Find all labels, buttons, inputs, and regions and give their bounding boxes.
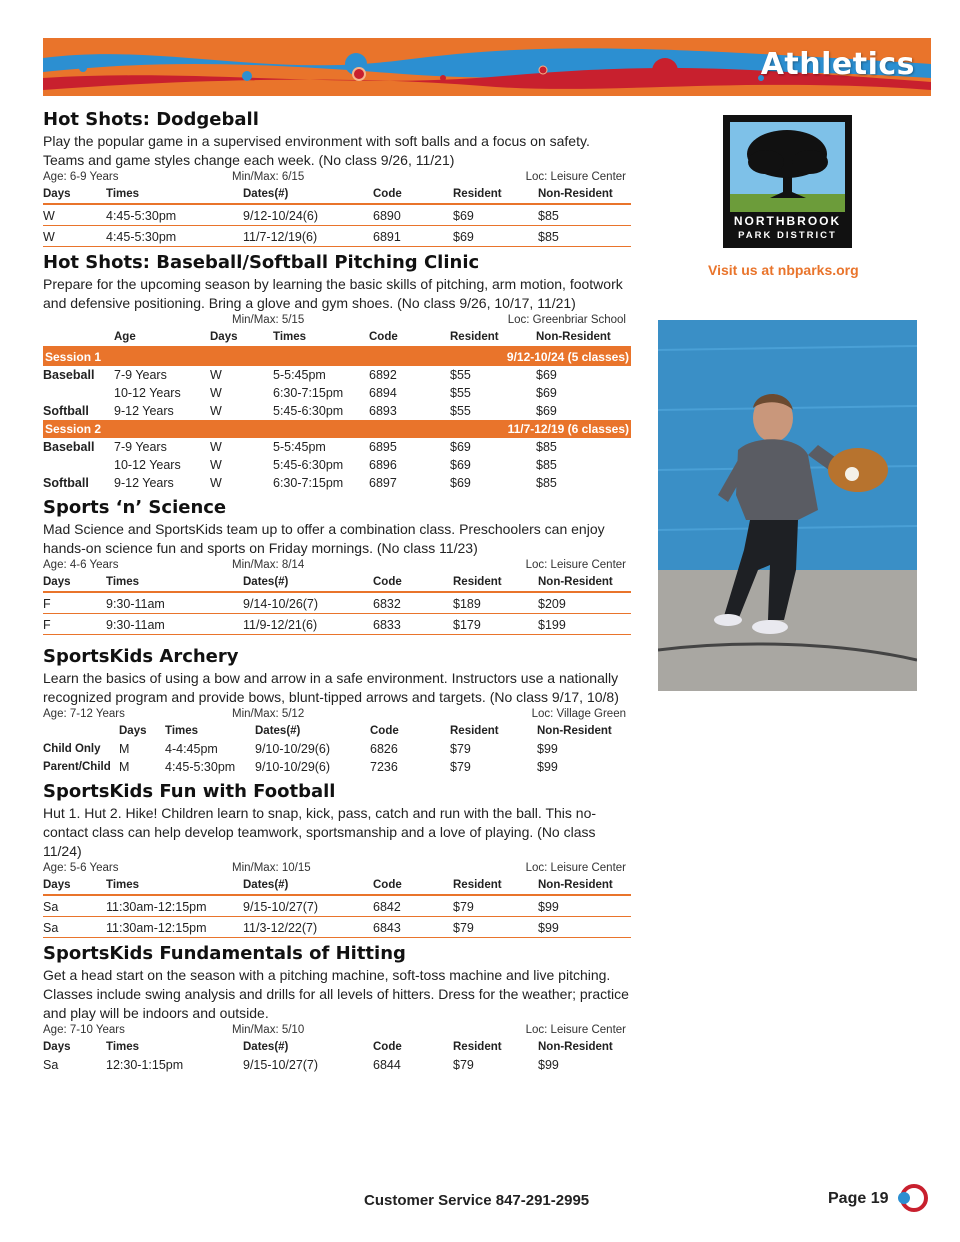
cell: $69 bbox=[536, 386, 557, 400]
column-header: Dates(#) bbox=[243, 187, 373, 204]
cell: $69 bbox=[453, 226, 538, 247]
location-label: Loc: Leisure Center bbox=[525, 171, 626, 183]
section-title: SportsKids Fundamentals of Hitting bbox=[43, 943, 406, 964]
cell: 6833 bbox=[373, 614, 453, 635]
cell: Parent/Child bbox=[43, 761, 111, 773]
cell: 9/10-10/29(6) bbox=[255, 760, 331, 774]
cell: 6844 bbox=[373, 1058, 401, 1072]
table-row bbox=[43, 226, 631, 247]
minmax-label: Min/Max: 5/12 bbox=[232, 708, 305, 720]
section-meta bbox=[43, 314, 631, 330]
section-archery bbox=[43, 645, 631, 776]
section-meta bbox=[43, 559, 631, 575]
table-row bbox=[43, 402, 631, 420]
cell: 9/15-10/27(7) bbox=[243, 895, 373, 917]
section-sports-n-science bbox=[43, 496, 631, 635]
table-row bbox=[43, 917, 631, 938]
session-dates: 11/7-12/19 (6 classes) bbox=[369, 420, 631, 438]
section-description: Prepare for the upcoming season by learning the basic skills of pitching, arm motion, footwork and defensive positioning. Bring a glove and gym shoes. (No class 9/26, 10/17, 11/21) bbox=[43, 276, 623, 311]
cell: Baseball bbox=[43, 440, 95, 454]
table-header bbox=[43, 878, 631, 895]
cell: Child Only bbox=[43, 743, 101, 755]
cell: 11:30am-12:15pm bbox=[106, 917, 243, 938]
cell: 6895 bbox=[369, 440, 397, 454]
column-header: Times bbox=[106, 878, 243, 895]
cell: Sa bbox=[43, 1058, 59, 1072]
table-row bbox=[43, 758, 631, 776]
age-label: Age: 5-6 Years bbox=[43, 862, 119, 874]
cell: 10-12 Years bbox=[114, 458, 181, 472]
cell: $79 bbox=[453, 895, 538, 917]
section-title: Sports ‘n’ Science bbox=[43, 497, 227, 518]
location-label: Loc: Leisure Center bbox=[525, 559, 626, 571]
cell: W bbox=[210, 476, 222, 490]
cell: $69 bbox=[536, 368, 557, 382]
cell: $99 bbox=[537, 760, 558, 774]
schedule-table bbox=[43, 575, 631, 635]
age-label: Age: 6-9 Years bbox=[43, 171, 119, 183]
banner-title: Athletics bbox=[760, 47, 915, 82]
cell: $55 bbox=[450, 386, 471, 400]
column-header: Non-Resident bbox=[536, 330, 631, 347]
table-row bbox=[43, 895, 631, 917]
column-header: Times bbox=[106, 187, 243, 204]
column-header: Resident bbox=[453, 1041, 502, 1053]
schedule-table bbox=[43, 330, 631, 492]
cell: W bbox=[210, 458, 222, 472]
cell: $99 bbox=[538, 917, 631, 938]
column-header: Dates(#) bbox=[243, 878, 373, 895]
cell: 9/12-10/24(6) bbox=[243, 204, 373, 226]
table-header bbox=[43, 187, 631, 204]
cell: $55 bbox=[450, 368, 471, 382]
table-row bbox=[43, 456, 631, 474]
cell: $85 bbox=[536, 458, 557, 472]
age-label: Age: 4-6 Years bbox=[43, 559, 119, 571]
cell: W bbox=[210, 386, 222, 400]
cell: $69 bbox=[450, 440, 471, 454]
logo-line-2: PARK DISTRICT bbox=[738, 230, 837, 241]
cell: 6894 bbox=[369, 386, 397, 400]
minmax-label: Min/Max: 5/15 bbox=[232, 314, 305, 326]
location-label: Loc: Leisure Center bbox=[525, 862, 626, 874]
cell: $189 bbox=[453, 592, 538, 614]
cell: M bbox=[119, 742, 130, 756]
minmax-label: Min/Max: 5/10 bbox=[232, 1024, 305, 1036]
cell: Baseball bbox=[43, 368, 95, 382]
section-description: Learn the basics of using a bow and arrow in a safe environment. Instructors use a nationally recognized program and provide bows, blunt-tipped arrows and targets. (No class 9/17, 10/8) bbox=[43, 670, 619, 705]
cell: W bbox=[43, 226, 106, 247]
photo-boy-with-glove bbox=[658, 320, 917, 691]
cell: 4:45-5:30pm bbox=[106, 204, 243, 226]
column-header: Non-Resident bbox=[538, 1041, 613, 1053]
location-label: Loc: Leisure Center bbox=[525, 1024, 626, 1036]
location-label: Loc: Village Green bbox=[531, 708, 626, 720]
header-banner bbox=[43, 38, 931, 96]
column-header: Days bbox=[210, 330, 273, 347]
cell: $79 bbox=[453, 917, 538, 938]
cell: 9/10-10/29(6) bbox=[255, 742, 331, 756]
cell: 9-12 Years bbox=[114, 404, 174, 418]
cell: 11/3-12/22(7) bbox=[243, 917, 373, 938]
section-fun-with-football bbox=[43, 780, 631, 938]
cell: 4:45-5:30pm bbox=[106, 226, 243, 247]
table-header bbox=[43, 575, 631, 592]
column-header: Resident bbox=[453, 187, 538, 204]
cell: Softball bbox=[43, 404, 89, 418]
cell: $79 bbox=[450, 760, 471, 774]
column-header: Code bbox=[373, 187, 453, 204]
section-description: Mad Science and SportsKids team up to offer a combination class. Preschoolers can enjoy hands-on science fun and sports on Friday mornings. (No class 11/23) bbox=[43, 521, 605, 556]
schedule-table bbox=[43, 724, 631, 776]
cell: 5:45-6:30pm bbox=[273, 404, 344, 418]
column-header: Code bbox=[370, 725, 399, 737]
column-header bbox=[43, 330, 114, 347]
column-header: Days bbox=[43, 575, 106, 592]
session-label: Session 2 bbox=[43, 420, 369, 438]
column-header: Code bbox=[369, 330, 450, 347]
section-dodgeball bbox=[43, 108, 631, 247]
cell: 12:30-1:15pm bbox=[106, 1058, 184, 1072]
section-title: SportsKids Archery bbox=[43, 646, 239, 667]
column-header: Resident bbox=[450, 725, 499, 737]
cell: 10-12 Years bbox=[114, 386, 181, 400]
column-header: Dates(#) bbox=[255, 725, 301, 737]
cell bbox=[43, 456, 114, 474]
section-title: Hot Shots: Dodgeball bbox=[43, 109, 259, 130]
table-row bbox=[43, 592, 631, 614]
tree-icon bbox=[730, 122, 845, 212]
session-bar bbox=[43, 420, 631, 438]
column-header: Days bbox=[119, 725, 147, 737]
cell: 9/14-10/26(7) bbox=[243, 592, 373, 614]
cell: $85 bbox=[536, 476, 557, 490]
cell: 6:30-7:15pm bbox=[273, 476, 344, 490]
cell: $85 bbox=[536, 440, 557, 454]
page-decoration-icon bbox=[894, 1183, 934, 1215]
column-header: Days bbox=[43, 878, 106, 895]
section-meta bbox=[43, 708, 631, 724]
table-header bbox=[43, 724, 631, 740]
table-header bbox=[43, 330, 631, 347]
column-header: Non-Resident bbox=[538, 575, 631, 592]
cell: $85 bbox=[538, 226, 631, 247]
column-header: Non-Resident bbox=[538, 878, 631, 895]
cell: 6826 bbox=[370, 742, 398, 756]
cell: 7-9 Years bbox=[114, 440, 167, 454]
table-row bbox=[43, 366, 631, 384]
cell: $99 bbox=[538, 895, 631, 917]
column-header: Times bbox=[165, 725, 199, 737]
table-row bbox=[43, 614, 631, 635]
cell: F bbox=[43, 614, 106, 635]
section-fundamentals-of-hitting bbox=[43, 942, 631, 1074]
column-header: Times bbox=[273, 330, 369, 347]
cell: $99 bbox=[537, 742, 558, 756]
schedule-table bbox=[43, 1040, 631, 1074]
cell: 6843 bbox=[373, 917, 453, 938]
cell: $199 bbox=[538, 614, 631, 635]
column-header: Resident bbox=[450, 330, 536, 347]
section-meta bbox=[43, 862, 631, 878]
age-label: Age: 7-12 Years bbox=[43, 708, 125, 720]
age-label: Age: 7-10 Years bbox=[43, 1024, 125, 1036]
column-header: Times bbox=[106, 575, 243, 592]
section-description: Hut 1. Hut 2. Hike! Children learn to snap, kick, pass, catch and run with the ball. This no-contact class can help develop teamwork, sportsmanship and a love of playing. (No class 11/24) bbox=[43, 805, 597, 859]
cell: W bbox=[210, 404, 222, 418]
minmax-label: Min/Max: 8/14 bbox=[232, 559, 305, 571]
cell: Sa bbox=[43, 917, 106, 938]
schedule-table bbox=[43, 878, 631, 938]
cell: $55 bbox=[450, 404, 471, 418]
column-header: Days bbox=[43, 187, 106, 204]
table-row bbox=[43, 1056, 631, 1074]
cell: $209 bbox=[538, 592, 631, 614]
section-pitching-clinic bbox=[43, 251, 631, 492]
section-title: SportsKids Fun with Football bbox=[43, 781, 336, 802]
cell: 9/15-10/27(7) bbox=[243, 1058, 319, 1072]
section-title: Hot Shots: Baseball/Softball Pitching Clinic bbox=[43, 252, 480, 273]
column-header: Age bbox=[114, 330, 210, 347]
column-header bbox=[43, 724, 119, 740]
column-header: Resident bbox=[453, 575, 538, 592]
cell: 7236 bbox=[370, 760, 398, 774]
column-header: Code bbox=[373, 575, 453, 592]
session-label: Session 1 bbox=[43, 347, 369, 366]
table-header bbox=[43, 1040, 631, 1056]
column-header: Code bbox=[373, 878, 453, 895]
cell: $79 bbox=[453, 1058, 474, 1072]
column-header: Non-Resident bbox=[538, 187, 631, 204]
cell: 6832 bbox=[373, 592, 453, 614]
cell: 6896 bbox=[369, 458, 397, 472]
cell: 4-4:45pm bbox=[165, 742, 218, 756]
cell bbox=[43, 384, 114, 402]
cell: $69 bbox=[450, 476, 471, 490]
cell: $69 bbox=[536, 404, 557, 418]
cell: $85 bbox=[538, 204, 631, 226]
column-header: Dates(#) bbox=[243, 575, 373, 592]
table-row bbox=[43, 204, 631, 226]
customer-service-phone: Customer Service 847-291-2995 bbox=[364, 1192, 590, 1209]
schedule-table bbox=[43, 187, 631, 247]
cell: $69 bbox=[450, 458, 471, 472]
cell: 6892 bbox=[369, 368, 397, 382]
column-header: Days bbox=[43, 1041, 71, 1053]
cell: M bbox=[119, 760, 130, 774]
section-meta bbox=[43, 171, 631, 187]
section-meta bbox=[43, 1024, 631, 1040]
cell: 6891 bbox=[373, 226, 453, 247]
session-dates: 9/12-10/24 (5 classes) bbox=[369, 347, 631, 366]
session-bar bbox=[43, 347, 631, 366]
cell: 11/9-12/21(6) bbox=[243, 614, 373, 635]
cell: 11/7-12/19(6) bbox=[243, 226, 373, 247]
table-row bbox=[43, 384, 631, 402]
cell: 6890 bbox=[373, 204, 453, 226]
cell: 5:45-6:30pm bbox=[273, 458, 344, 472]
cell: W bbox=[43, 204, 106, 226]
table-row bbox=[43, 438, 631, 456]
column-header: Times bbox=[106, 1041, 140, 1053]
cell: $79 bbox=[450, 742, 471, 756]
cell: 7-9 Years bbox=[114, 368, 167, 382]
column-header: Dates(#) bbox=[243, 1041, 289, 1053]
column-header: Code bbox=[373, 1041, 402, 1053]
cell: $69 bbox=[453, 204, 538, 226]
cell: 9:30-11am bbox=[106, 614, 243, 635]
class-listings bbox=[43, 108, 631, 1078]
cell: $179 bbox=[453, 614, 538, 635]
minmax-label: Min/Max: 6/15 bbox=[232, 171, 305, 183]
cell: 9-12 Years bbox=[114, 476, 174, 490]
location-label: Loc: Greenbriar School bbox=[507, 314, 626, 326]
logo-line-1: NORTHBROOK bbox=[733, 214, 842, 228]
cell: 4:45-5:30pm bbox=[165, 760, 236, 774]
column-header: Resident bbox=[453, 878, 538, 895]
cell: Sa bbox=[43, 895, 106, 917]
cell: 5-5:45pm bbox=[273, 440, 326, 454]
website-link[interactable]: Visit us at nbparks.org bbox=[708, 262, 859, 278]
cell: 9:30-11am bbox=[106, 592, 243, 614]
cell: Softball bbox=[43, 476, 89, 490]
cell: W bbox=[210, 368, 222, 382]
cell: W bbox=[210, 440, 222, 454]
cell: 11:30am-12:15pm bbox=[106, 895, 243, 917]
page-number: Page 19 bbox=[828, 1190, 889, 1207]
cell: 6897 bbox=[369, 476, 397, 490]
column-header: Non-Resident bbox=[537, 725, 612, 737]
cell: F bbox=[43, 592, 106, 614]
table-row bbox=[43, 740, 631, 758]
cell: 6893 bbox=[369, 404, 397, 418]
table-row bbox=[43, 474, 631, 492]
northbrook-park-district-logo bbox=[723, 115, 852, 248]
cell: $99 bbox=[538, 1058, 559, 1072]
section-description: Play the popular game in a supervised environment with soft balls and a focus on safety. Teams and game styles change each week. (No class 9/26, 11/21) bbox=[43, 133, 590, 168]
section-description: Get a head start on the season with a pitching machine, soft-toss machine and live pitching. Classes include swing analysis and drills for all levels of hitters. Dress for the weather; practice and play will be indoors and outside. bbox=[43, 967, 629, 1021]
cell: 5-5:45pm bbox=[273, 368, 326, 382]
cell: 6:30-7:15pm bbox=[273, 386, 344, 400]
cell: 6842 bbox=[373, 895, 453, 917]
minmax-label: Min/Max: 10/15 bbox=[232, 862, 311, 874]
